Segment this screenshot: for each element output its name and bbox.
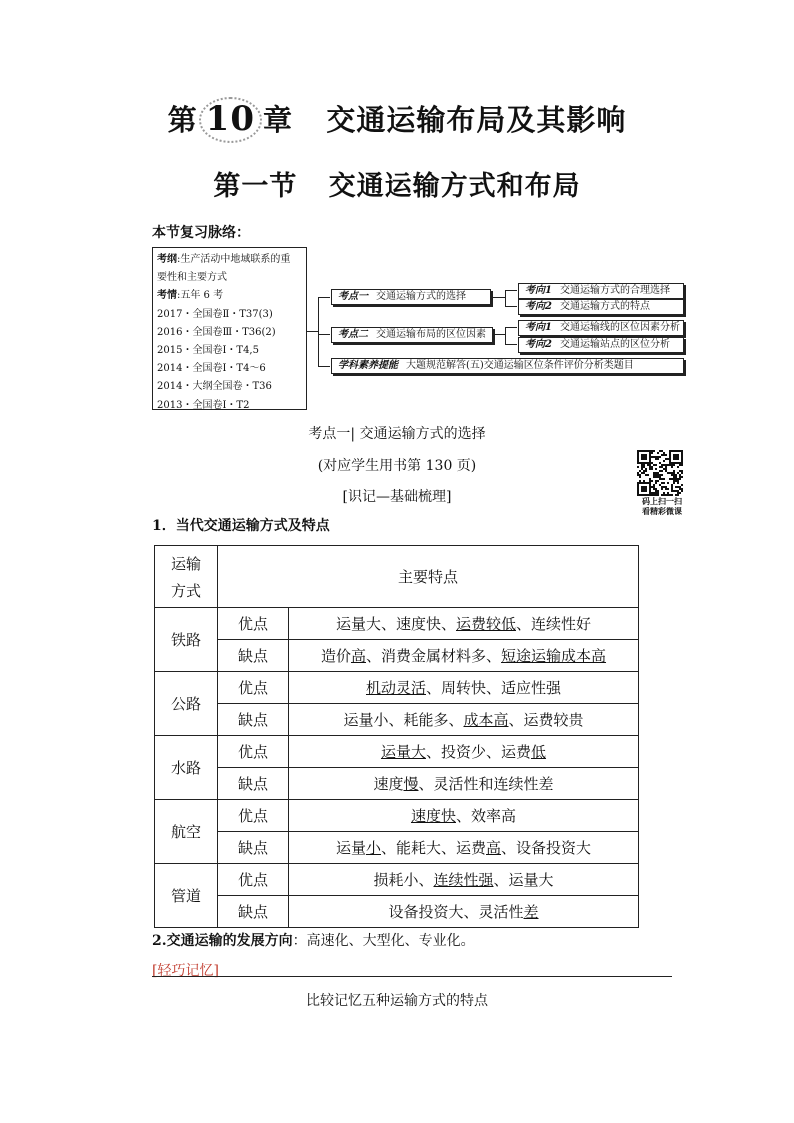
outline-point-2-direction-1: 考向1 交通运输线的区位因素分析 [518,320,684,336]
connector-line [505,327,506,344]
outline-point-2-direction-2: 考向2 交通运输站点的区位分析 [518,337,684,353]
mode-cell: 管道 [155,864,218,928]
outline-point-1-direction-1: 考向1 交通运输方式的合理选择 [518,283,684,299]
connector-line [505,327,517,328]
advantage-text: 机动灵活、周转快、适应性强 [289,672,639,704]
kaodian-1-page-ref: (对应学生用书第 130 页) [317,458,477,474]
outline-line: 考情:五年 6 考 [157,290,224,302]
kaodian-1-review-label: [识记—基础梳理] [342,489,452,505]
chapter-suffix: 章 [263,103,294,137]
table-row [155,736,639,768]
disadvantage-text: 运量小、耗能多、成本高、运费较贵 [289,704,639,736]
compare-heading: 比较记忆五种运输方式的特点 [306,993,488,1009]
outline-exam-info [152,247,307,410]
table-header-features: 主要特点 [218,546,639,608]
table-row [155,768,639,800]
table-row [155,864,639,896]
section-number: 第一节 [213,171,298,202]
outline-line: 2015・全国卷Ⅰ・T4,5 [157,345,259,357]
advantage-label: 优点 [218,800,289,832]
advantage-label: 优点 [218,736,289,768]
disadvantage-text: 运量小、能耗大、运费高、设备投资大 [289,832,639,864]
table-row [155,640,639,672]
item-1-heading: 1．当代交通运输方式及特点 [152,518,330,534]
qr-code-icon[interactable] [637,450,683,496]
connector-line [318,334,330,335]
chapter-prefix: 第 [167,103,198,137]
advantage-label: 优点 [218,608,289,640]
outline-point-1-direction-2: 考向2 交通运输方式的特点 [518,299,684,315]
outline-point-1: 考点一 交通运输方式的选择 [331,289,491,305]
divider [152,976,672,977]
advantage-label: 优点 [218,672,289,704]
outline-line: 要性和主要方式 [157,272,227,284]
mode-cell: 水路 [155,736,218,800]
outline-literacy: 学科素养提能 大题规范解答(五)交通运输区位条件评价分析类题目 [331,358,684,374]
connector-line [318,366,330,367]
table-row [155,608,639,640]
outline-point-2: 考点二 交通运输布局的区位因素 [331,327,493,343]
outline-line: 2017・全国卷Ⅱ・T37(3) [157,308,273,320]
connector-line [318,297,330,298]
outline-line: 2013・全国卷Ⅰ・T2 [157,399,250,411]
connector-line [505,290,517,291]
review-label: 本节复习脉络： [152,225,250,241]
chapter-title [0,98,794,139]
qr-caption: 码上扫一扫 看精彩微课 [642,496,682,516]
disadvantage-label: 缺点 [218,704,289,736]
section-title [0,164,794,203]
section-name: 交通运输方式和布局 [328,171,581,202]
memory-tip-label: [轻巧记忆] [152,963,219,979]
disadvantage-label: 缺点 [218,832,289,864]
table-row [155,704,639,736]
mode-cell: 铁路 [155,608,218,672]
disadvantage-text: 设备投资大、灵活性差 [289,896,639,928]
disadvantage-label: 缺点 [218,640,289,672]
table-row [155,896,639,928]
mode-cell: 航空 [155,800,218,864]
transport-table [154,545,639,928]
disadvantage-text: 速度慢、灵活性和连续性差 [289,768,639,800]
kaodian-1-title: 考点一| 交通运输方式的选择 [308,426,486,442]
table-row [155,672,639,704]
connector-line [505,306,517,307]
outline-line: 2016・全国卷Ⅲ・T36(2) [157,326,276,338]
outline-line: 2014・大纲全国卷・T36 [157,381,272,393]
connector-line [307,331,318,332]
table-header-mode: 运输 方式 [155,546,218,608]
mode-cell: 公路 [155,672,218,736]
chapter-name: 交通运输布局及其影响 [326,103,627,137]
connector-line [505,344,517,345]
outline-line: 考纲:生产活动中地域联系的重 [157,254,291,265]
disadvantage-label: 缺点 [218,768,289,800]
table-row [155,832,639,864]
connector-line [495,334,505,335]
connector-line [505,290,506,306]
advantage-text: 损耗小、连续性强、运量大 [289,864,639,896]
disadvantage-text: 造价高、消费金属材料多、短途运输成本高 [289,640,639,672]
advantage-text: 运量大、速度快、运费较低、连续性好 [289,608,639,640]
table-row [155,800,639,832]
outline-line: 2014・全国卷Ⅰ・T4～6 [157,363,266,375]
advantage-text: 速度快、效率高 [289,800,639,832]
chapter-number: 10 [202,99,259,139]
disadvantage-label: 缺点 [218,896,289,928]
connector-line [318,297,319,367]
item-2: 2.交通运输的发展方向：高速化、大型化、专业化。 [152,933,475,949]
connector-line [493,297,505,298]
advantage-label: 优点 [218,864,289,896]
advantage-text: 运量大、投资少、运费低 [289,736,639,768]
